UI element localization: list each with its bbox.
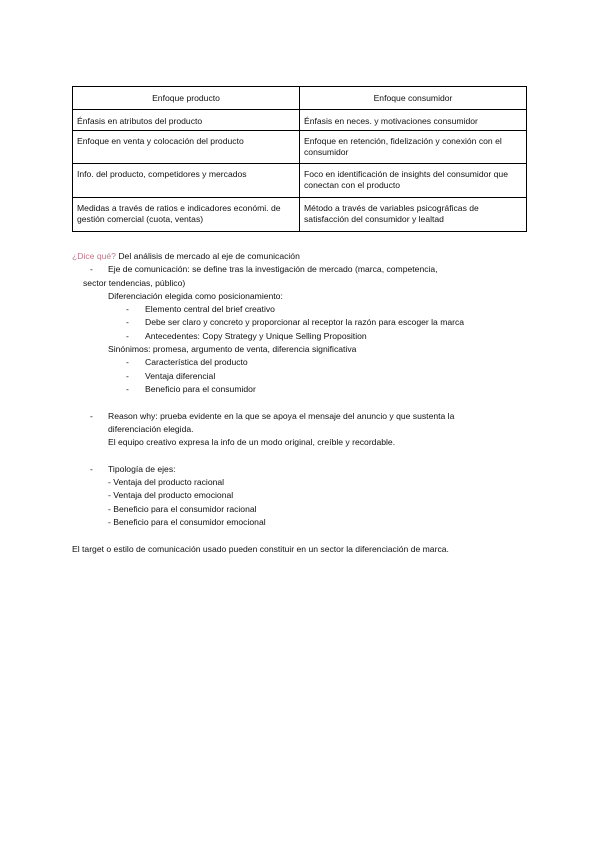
list-item-text: Debe ser claro y concreto y proporcionar al receptor la razón para escoger la marca <box>145 317 465 328</box>
list-item-text: - Beneficio para el consumidor emocional <box>108 516 266 527</box>
table-cell: Medidas a través de ratios e indicadores económi. de gestión comercial (cuota, ventas) <box>73 198 300 232</box>
eje-line-1: Eje de comunicación: se define tras la investigación de mercado (marca, competencia, <box>108 264 438 275</box>
sinonimos-text: Sinónimos: promesa, argumento de venta, diferencia significativa <box>108 344 357 355</box>
list-item <box>72 383 532 396</box>
table-cell: Método a través de variables psicográficas de satisfacción del consumidor y lealtad <box>300 198 527 232</box>
table-cell: Énfasis en atributos del producto <box>73 110 300 131</box>
table-cell: Enfoque en retención, fidelización y conexión con el consumidor <box>300 131 527 164</box>
spacer <box>72 396 532 409</box>
list-item-text: Característica del producto <box>145 357 248 368</box>
bullet-dash: - <box>126 357 129 368</box>
spacer <box>72 529 532 542</box>
question-label: ¿Dice qué? <box>72 251 116 261</box>
reason-line-2-text: diferenciación elegida. <box>108 423 194 434</box>
comparison-table <box>72 86 527 232</box>
list-item-eje <box>72 263 532 276</box>
bullet-dash: - <box>126 317 129 328</box>
list-item-text: - Ventaja del producto racional <box>108 477 225 488</box>
reason-line-3 <box>72 436 532 449</box>
table-row <box>73 164 527 198</box>
diferenciacion-text: Diferenciación elegida como posicionamiento: <box>108 290 283 301</box>
list-item <box>72 303 532 316</box>
reason-line-1: Reason why: prueba evidente en la que se apoya el mensaje del anuncio y que sustenta la <box>108 410 455 421</box>
list-item <box>72 356 532 369</box>
diferenciacion-line <box>72 290 532 303</box>
bullet-dash: - <box>90 463 93 474</box>
list-item <box>72 503 532 516</box>
list-item <box>72 516 532 529</box>
list-item-tipologia <box>72 463 532 476</box>
notes-body <box>72 250 532 556</box>
eje-line-2-text: sector tendencias, público) <box>83 277 186 288</box>
list-item-reason <box>72 410 532 423</box>
bullet-dash: - <box>90 410 93 421</box>
list-item-text: Ventaja diferencial <box>145 370 216 381</box>
list-item-text: - Beneficio para el consumidor racional <box>108 503 257 514</box>
list-item <box>72 489 532 502</box>
spacer <box>72 449 532 462</box>
reason-line-3-text: El equipo creativo expresa la info de un modo original, creíble y recordable. <box>108 437 396 448</box>
bullet-dash: - <box>126 330 129 341</box>
table-cell: Énfasis en neces. y motivaciones consumidor <box>300 110 527 131</box>
bullet-dash: - <box>126 370 129 381</box>
header-consumer: Enfoque consumidor <box>300 87 527 110</box>
table-cell: Foco en identificación de insights del consumidor que conectan con el producto <box>300 164 527 198</box>
reason-line-2 <box>72 423 532 436</box>
header-product: Enfoque producto <box>73 87 300 110</box>
closing-text: El target o estilo de comunicación usado pueden constituir en un sector la diferenciación de marca. <box>72 543 449 554</box>
section-heading <box>72 250 532 263</box>
sinonimos-line <box>72 343 532 356</box>
list-item-text: Elemento central del brief creativo <box>145 304 275 315</box>
closing-paragraph <box>72 543 532 556</box>
list-item <box>72 370 532 383</box>
bullet-dash: - <box>126 383 129 394</box>
table-row <box>73 110 527 131</box>
list-item <box>72 330 532 343</box>
list-item-text: - Ventaja del producto emocional <box>108 490 234 501</box>
list-item <box>72 476 532 489</box>
table-row <box>73 198 527 232</box>
table-cell: Info. del producto, competidores y mercados <box>73 164 300 198</box>
bullet-dash: - <box>126 304 129 315</box>
eje-line-2 <box>72 277 532 290</box>
list-item-text: Antecedentes: Copy Strategy y Unique Selling Proposition <box>145 330 367 341</box>
table-row <box>73 131 527 164</box>
table-header-row <box>73 87 527 110</box>
heading-text: Del análisis de mercado al eje de comunicación <box>118 251 300 261</box>
table-cell: Enfoque en venta y colocación del producto <box>73 131 300 164</box>
list-item <box>72 316 532 329</box>
list-item-text: Beneficio para el consumidor <box>145 383 256 394</box>
bullet-dash: - <box>90 264 93 275</box>
tipologia-title: Tipología de ejes: <box>108 463 176 474</box>
